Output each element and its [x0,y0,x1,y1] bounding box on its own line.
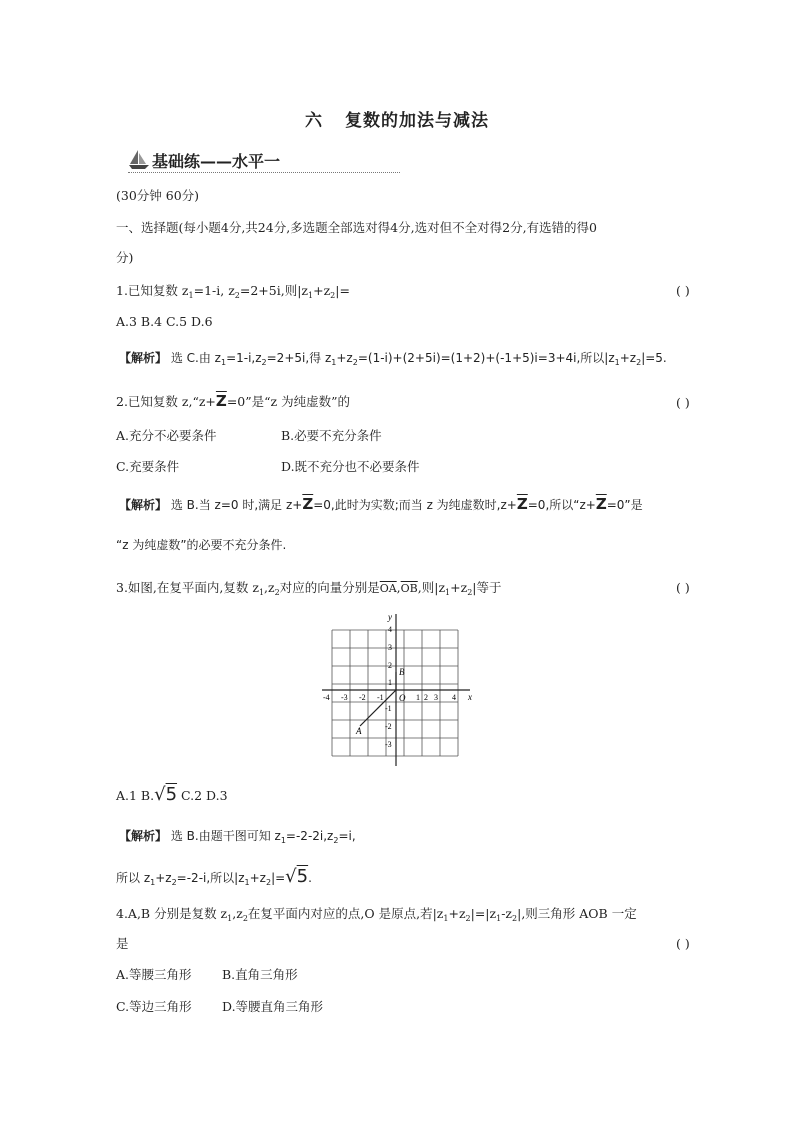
q3-stem: 3.如图,在复平面内,复数 $z_1,z_2$对应的向量分别是$\overline{OA},\overline{OB}$,则$|z_1+z_2|$等于 [116,580,502,597]
section-label: 基础练——水平一 [152,152,281,171]
title-number: 六 [305,111,323,131]
q3-solution-line2: 所以 $z_1+z_2=-2-i$,所以$|z_1+z_2|=√5$. [116,866,312,887]
origin-label: O [399,693,406,703]
title-text: 复数的加法与减法 [345,111,489,131]
x-tick: -2 [359,693,366,702]
q1-options: A.3 B.4 C.5 D.6 [116,314,213,329]
sailboat-icon [128,148,150,170]
x-tick: -1 [377,693,384,702]
section-header [128,148,400,173]
x-tick: -3 [341,693,348,702]
x-tick: 1 [416,693,420,702]
x-tick: 4 [452,693,456,702]
q4-option-d: D.等腰直角三角形 [222,999,324,1014]
q4-option-c: C.等边三角形 [116,999,192,1014]
q3-solution: 【解析】 选 B.由题干图可知 $z_1=-2-2i,z_2=i$, [119,829,356,845]
q4-stem-line2: 是 [116,936,129,951]
x-tick: 3 [434,693,438,702]
y-tick: 4 [388,625,392,634]
q3-options: A.1 B.√5 C.2 D.3 [116,784,228,805]
q2-stem: 2.已知复数 $z,“z+\overline{Z}=0$”是“z 为纯虚数”的 [116,392,350,410]
q2-option-c: C.充要条件 [116,459,180,474]
y-axis-label: y [388,612,392,622]
point-a-label: A [356,726,362,736]
instructions-line1: 一、选择题(每小题4分,共24分,多选题全部选对得4分,选对但不全对得2分,有选错的得0 [116,220,597,235]
q1-solution: 【解析】 选 C.由 $z_1=1-i,z_2=2+5i$,得 $z_1+z_2=(1-i)+(2+5i)=(1+2)+(-1+5)i=3+4i$,所以$|z_1+z_2|=5$. [119,351,667,367]
page-title [0,106,794,131]
y-tick: -2 [385,722,392,731]
x-tick: 2 [424,693,428,702]
q4-stem: 4.A,B 分别是复数 $z_1,z_2$在复平面内对应的点,O 是原点,若$|z_1+z_2|=|z_1-z_2|$,则三角形 AOB 一定 [116,906,637,923]
q2-solution-line2: “z 为纯虚数”的必要不充分条件. [116,538,287,552]
point-b-label: B [399,667,405,677]
instructions-line2: 分) [116,250,134,265]
q2-solution: 【解析】 选 B.当 z=0 时,满足 $z+\overline{Z}=0$,此时为实数;而当 z 为纯虚数时$,z+\overline{Z}=0$,所以“$z+\overline{Z}=0$”是 [119,495,643,513]
q2-answer-blank: ( ) [676,395,690,410]
q1-answer-blank: ( ) [676,283,690,298]
q4-option-b: B.直角三角形 [222,967,298,982]
q4-answer-blank: ( ) [676,936,690,951]
y-tick: 1 [388,678,392,687]
time-note: (30分钟 60分) [116,188,200,203]
complex-plane-figure [318,610,478,770]
q1-stem: 1.已知复数 $z_1=1-i$, $z_2=2+5i$,则$|z_1+z_2|=$ [116,283,350,300]
q2-option-b: B.必要不充分条件 [281,428,382,443]
y-tick: -3 [385,740,392,749]
y-tick: -1 [385,704,392,713]
y-tick: 3 [388,643,392,652]
x-axis-label: x [468,692,472,702]
q2-option-d: D.既不充分也不必要条件 [281,459,420,474]
x-tick: -4 [323,693,330,702]
q2-option-a: A.充分不必要条件 [116,428,217,443]
q3-answer-blank: ( ) [676,580,690,595]
q4-option-a: A.等腰三角形 [116,967,192,982]
y-tick: 2 [388,661,392,670]
